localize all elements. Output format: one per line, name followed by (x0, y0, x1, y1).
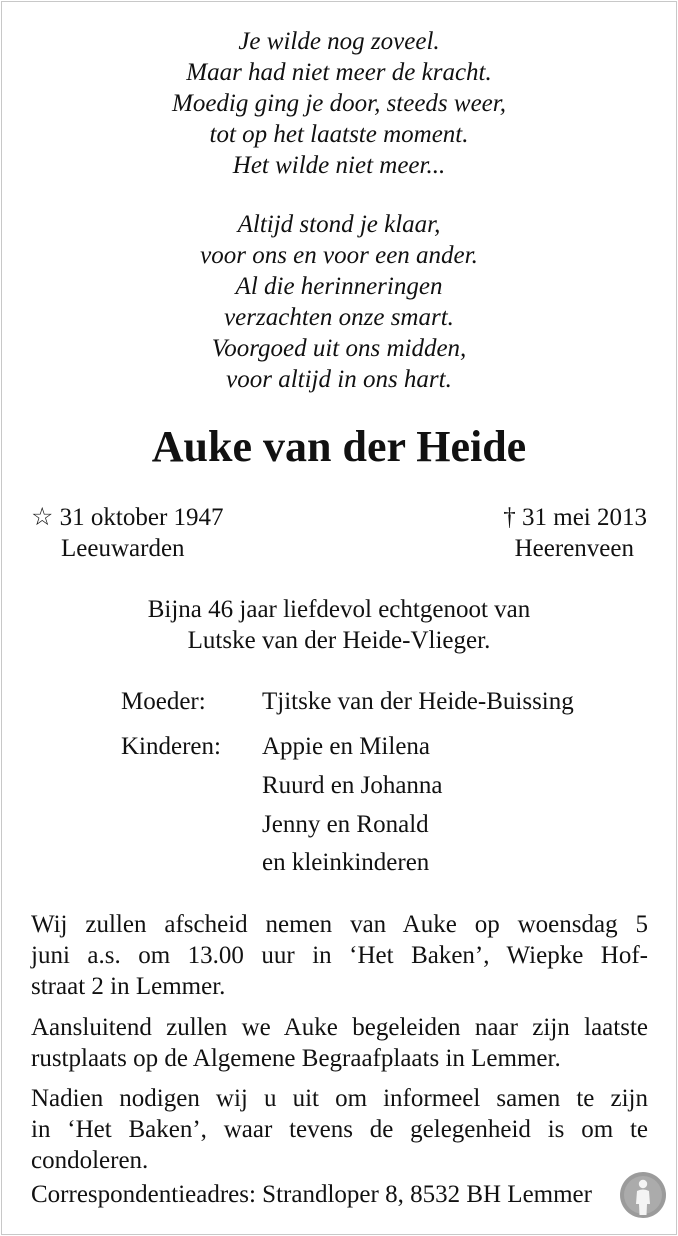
address-line: Correspondentieadres: Strandloper 8, 8532 BH Lemmer (31, 1181, 592, 1208)
spouse-text (0, 594, 678, 656)
poem-line: Maar had niet meer de kracht. (186, 59, 492, 86)
farewell-paragraph (31, 909, 648, 1002)
spouse-line: Bijna 46 jaar liefdevol echtgenoot van (147, 596, 531, 623)
poem-line: Je wilde nog zoveel. (238, 28, 440, 55)
poem-stanza-2 (0, 209, 678, 395)
children-label: Kinderen: (121, 733, 221, 760)
address-paragraph (31, 1179, 648, 1210)
paragraph-line: straat 2 in Lemmer. (31, 973, 226, 1000)
child-line: Appie en Milena (262, 733, 431, 760)
mother-label: Moeder: (121, 688, 206, 715)
paragraph-line: in ‘Het Baken’, waar tevens de gelegenheid is om te (31, 1116, 648, 1143)
paragraph-line: condoleren. (31, 1147, 149, 1174)
poem-line: Moedig ging je door, steeds weer, (172, 90, 506, 117)
death-place: Heerenveen (514, 535, 634, 562)
poem-stanza-1 (0, 26, 678, 181)
child-line: en kleinkinderen (262, 849, 430, 876)
poem-line: verzachten onze smart. (224, 304, 454, 331)
death-date-text: 31 mei 2013 (522, 504, 647, 531)
child-line: Ruurd en Johanna (262, 772, 443, 799)
poem-line: Al die herinneringen (235, 273, 443, 300)
birth-place: Leeuwarden (61, 535, 185, 562)
poem-line: voor ons en voor een ander. (200, 242, 478, 269)
paragraph-line: juni a.s. om 13.00 uur in ‘Het Baken’, Wiepke Hof- (31, 942, 648, 969)
child-line: Jenny en Ronald (262, 811, 429, 838)
paragraph-line: Aansluitend zullen we Auke begeleiden naar zijn laatste (31, 1014, 648, 1041)
poem-line: Het wilde niet meer... (232, 152, 446, 179)
burial-paragraph (31, 1012, 648, 1074)
person-silhouette-logo-icon (619, 1171, 667, 1219)
deceased-name: Auke van der Heide (151, 422, 527, 471)
star-icon: ☆ (31, 504, 54, 531)
death-date (503, 503, 647, 533)
birth-date (31, 503, 224, 533)
paragraph-line: Wij zullen afscheid nemen van Auke op woensdag 5 (31, 911, 648, 938)
spouse-line: Lutske van der Heide-Vlieger. (187, 627, 491, 654)
poem-line: tot op het laatste moment. (209, 121, 469, 148)
poem-line: Voorgoed uit ons midden, (211, 335, 467, 362)
poem-line: Altijd stond je klaar, (237, 211, 441, 238)
invitation-paragraph (31, 1083, 648, 1176)
cross-icon: † (503, 504, 516, 531)
birth-date-text: 31 oktober 1947 (59, 504, 224, 531)
mother-name: Tjitske van der Heide-Buissing (262, 688, 574, 715)
paragraph-line: rustplaats op de Algemene Begraafplaats in Lemmer. (31, 1045, 561, 1072)
poem-line: voor altijd in ons hart. (226, 366, 452, 393)
paragraph-line: Nadien nodigen wij u uit om informeel samen te zijn (31, 1085, 648, 1112)
